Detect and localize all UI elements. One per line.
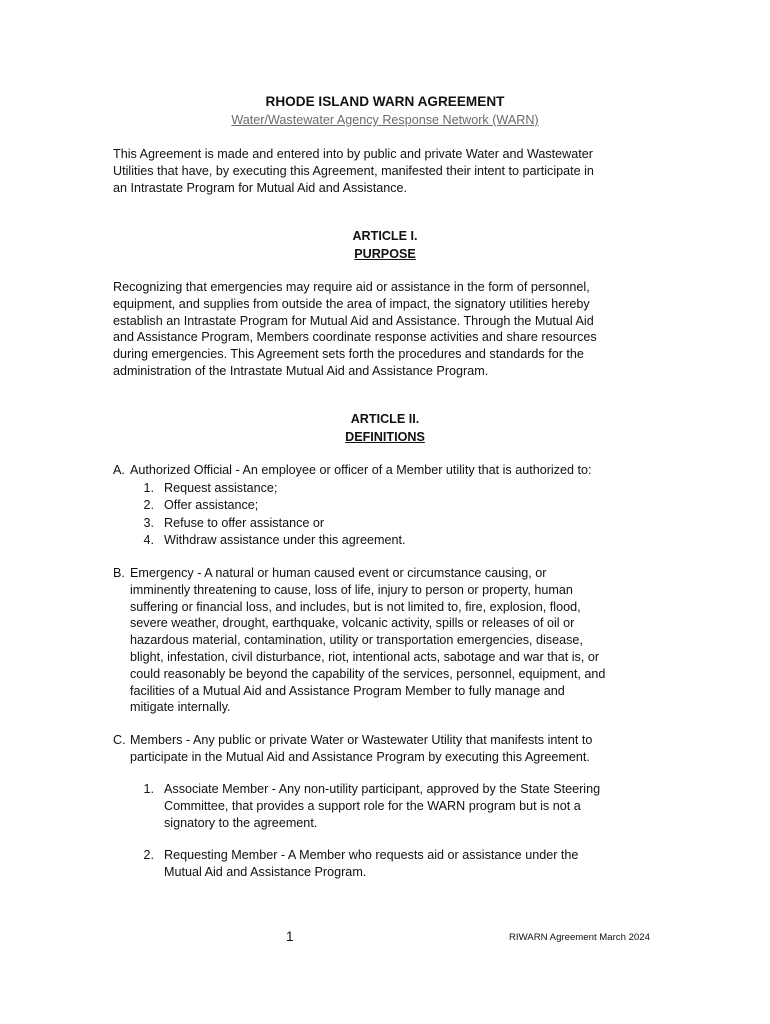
requesting-member-item	[113, 847, 578, 881]
definition-line: could reasonably be beyond the capability of the services, personnel, equipment, and	[130, 666, 606, 681]
definition-letter: B.	[113, 566, 125, 580]
definition-line: Mutual Aid and Assistance Program.	[164, 864, 367, 879]
article-1-label: ARTICLE I.	[352, 229, 418, 243]
definition-line: mitigate internally.	[130, 700, 231, 715]
definition-line: participate in the Mutual Aid and Assistance Program by executing this Agreement.	[130, 749, 590, 764]
definition-letter: C.	[113, 733, 126, 747]
list-item-text: Refuse to offer assistance or	[164, 515, 325, 530]
purpose-line: establish an Intrastate Program for Mutual Aid and Assistance. Through the Mutual Aid	[113, 313, 594, 328]
intro-paragraph	[113, 146, 653, 196]
definition-c	[113, 732, 658, 766]
article-2-title: DEFINITIONS	[345, 430, 425, 444]
purpose-line: Recognizing that emergencies may require aid or assistance in the form of personnel,	[113, 280, 590, 294]
definition-line: Committee, that provides a support role for the WARN program but is not a	[164, 798, 581, 813]
footer-doc-label: RIWARN Agreement March 2024	[509, 932, 650, 943]
page-number: 1	[286, 929, 294, 944]
definition-line: Members - Any public or private Water or Wastewater Utility that manifests intent to	[130, 733, 593, 747]
intro-line: an Intrastate Program for Mutual Aid and Assistance.	[113, 180, 408, 195]
list-number: 2.	[143, 848, 154, 862]
definition-line: Emergency - A natural or human caused event or circumstance causing, or	[130, 566, 547, 580]
article-2-label: ARTICLE II.	[350, 412, 420, 426]
article-1-title: PURPOSE	[354, 247, 416, 261]
list-item	[113, 497, 406, 514]
purpose-paragraph	[113, 279, 653, 380]
authorized-official-list	[113, 480, 406, 550]
article-1-heading	[0, 227, 770, 263]
definition-line: imminently threatening to cause, loss of life, injury to person or property, human	[130, 582, 573, 597]
list-item	[113, 515, 406, 532]
definition-letter: A.	[113, 463, 125, 477]
document-subtitle: Water/Wastewater Agency Response Network (WARN)	[231, 113, 539, 127]
list-number: 2.	[143, 498, 154, 513]
document-title: RHODE ISLAND WARN AGREEMENT	[265, 94, 505, 109]
definition-line: suffering or financial loss, and includes, but is not limited to, fire, explosion, flood,	[130, 599, 581, 614]
intro-line: This Agreement is made and entered into by public and private Water and Wastewater	[113, 147, 593, 161]
definition-line: facilities of a Mutual Aid and Assistance Program Member to fully manage and	[130, 683, 565, 698]
purpose-line: during emergencies. This Agreement sets forth the procedures and standards for the	[113, 347, 584, 362]
definition-line: signatory to the agreement.	[164, 815, 318, 830]
purpose-line: and Assistance Program, Members coordinate response activities and share resources	[113, 330, 597, 345]
list-item-text: Withdraw assistance under this agreement.	[164, 533, 406, 548]
purpose-line: administration of the Intrastate Mutual Aid and Assistance Program.	[113, 363, 489, 378]
definition-line: hazardous material, contamination, utility or transportation emergencies, disease,	[130, 633, 583, 648]
associate-member-item	[113, 781, 600, 831]
list-number: 1.	[143, 481, 154, 495]
definition-b	[113, 565, 658, 716]
definition-a	[113, 462, 658, 479]
list-number: 4.	[143, 533, 154, 548]
list-item-text: Offer assistance;	[164, 498, 259, 513]
list-number: 3.	[143, 515, 154, 530]
definition-line: Associate Member - Any non-utility participant, approved by the State Steering	[164, 782, 601, 796]
list-item-text: Request assistance;	[164, 481, 278, 495]
definition-line: Requesting Member - A Member who requests aid or assistance under the	[164, 848, 579, 862]
list-number: 1.	[143, 782, 154, 796]
definition-line: Authorized Official - An employee or officer of a Member utility that is authorized to:	[130, 463, 592, 477]
purpose-line: equipment, and supplies from outside the area of impact, the signatory utilities hereby	[113, 296, 590, 311]
definition-line: severe weather, drought, earthquake, volcanic activity, spills or releases of oil or	[130, 616, 575, 631]
article-2-heading	[0, 410, 770, 446]
definition-line: blight, infestation, civil disturbance, riot, intentional acts, sabotage and war that is, or	[130, 649, 600, 664]
intro-line: Utilities that have, by executing this Agreement, manifested their intent to participate in	[113, 163, 594, 178]
list-item	[113, 532, 406, 549]
list-item	[113, 480, 406, 497]
